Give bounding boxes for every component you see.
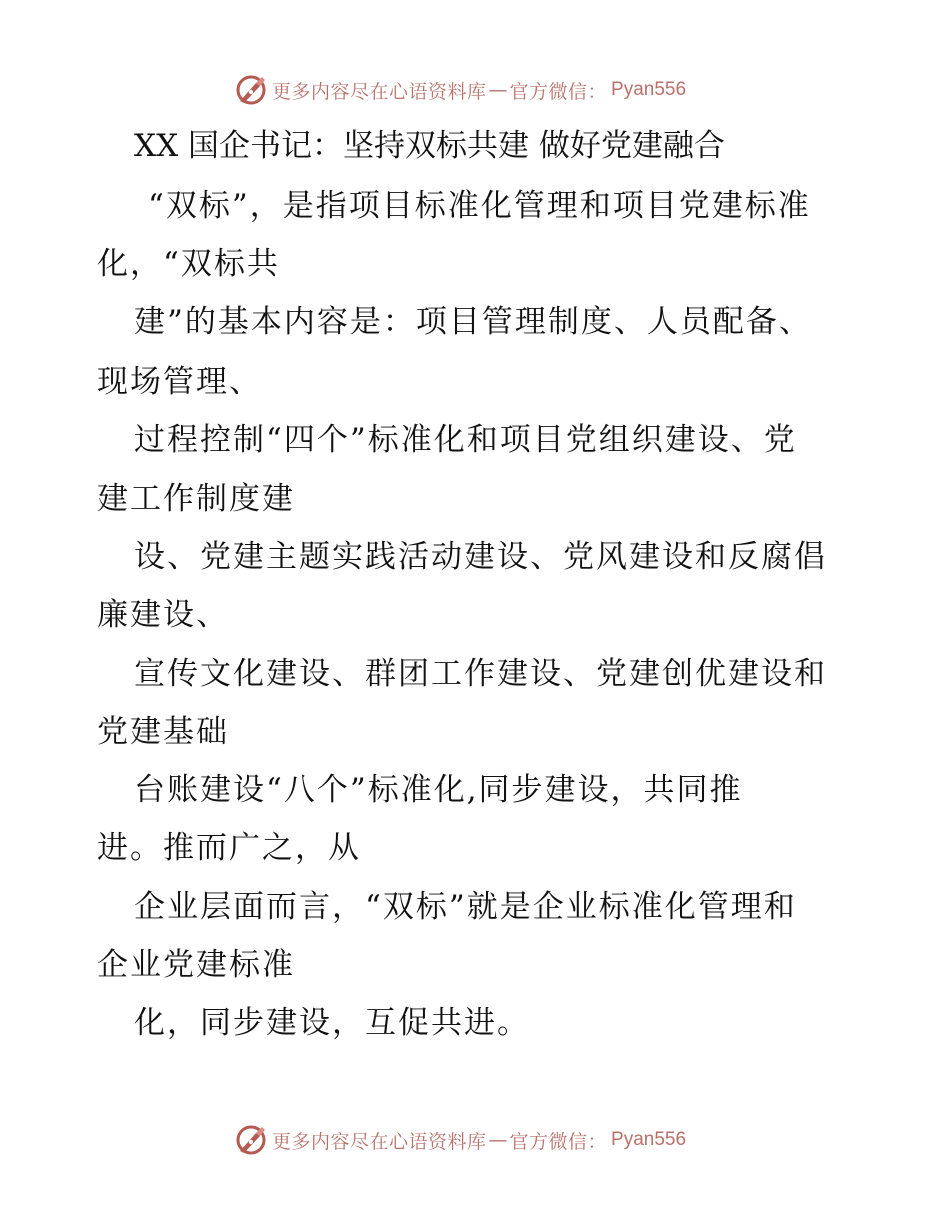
body-line: 党建基础 (97, 714, 229, 750)
body-line: 化，同步建设，互促共进。 (134, 1005, 530, 1041)
body-line: 企业党建标准 (97, 947, 295, 983)
watermark-text: 更多内容尽在心语资料库 (272, 80, 487, 103)
body-line: 台账建设“八个”标准化,同步建设，共同推 (134, 772, 743, 808)
body-line: 设、党建主题实践活动建设、党风建设和反腐倡 (134, 539, 827, 575)
body-line: “双标”，是指项目标准化管理和项目党建标准 (148, 188, 811, 224)
body-line: 宣传文化建设、群团工作建设、党建创优建设和 (134, 656, 827, 692)
pen-logo-icon (234, 73, 268, 107)
body-line: 建工作制度建 (97, 481, 295, 517)
pen-logo-icon (234, 1123, 268, 1157)
watermark-contact: 官方微信： (509, 1130, 608, 1153)
watermark-id: Pyan556 (611, 79, 687, 100)
body-line: 廉建设、 (97, 597, 229, 633)
document-title: XX 国企书记：坚持双标共建 做好党建融合 (134, 128, 725, 164)
body-line: 化，“双标共 (97, 246, 280, 282)
footer-watermark (234, 1122, 686, 1158)
body-line: 建”的基本内容是：项目管理制度、人员配备、 (134, 304, 812, 340)
body-line: 过程控制“四个”标准化和项目党组织建设、党 (134, 422, 797, 458)
watermark-dash: — (488, 1129, 508, 1151)
header-watermark (234, 72, 686, 108)
watermark-dash: — (488, 79, 508, 101)
body-line: 企业层面而言，“双标”就是企业标准化管理和 (134, 889, 797, 925)
body-line: 现场管理、 (97, 364, 262, 400)
watermark-contact: 官方微信： (509, 80, 608, 103)
watermark-id: Pyan556 (611, 1129, 687, 1150)
body-line: 进。推而广之，从 (97, 830, 361, 866)
watermark-text: 更多内容尽在心语资料库 (272, 1130, 487, 1153)
